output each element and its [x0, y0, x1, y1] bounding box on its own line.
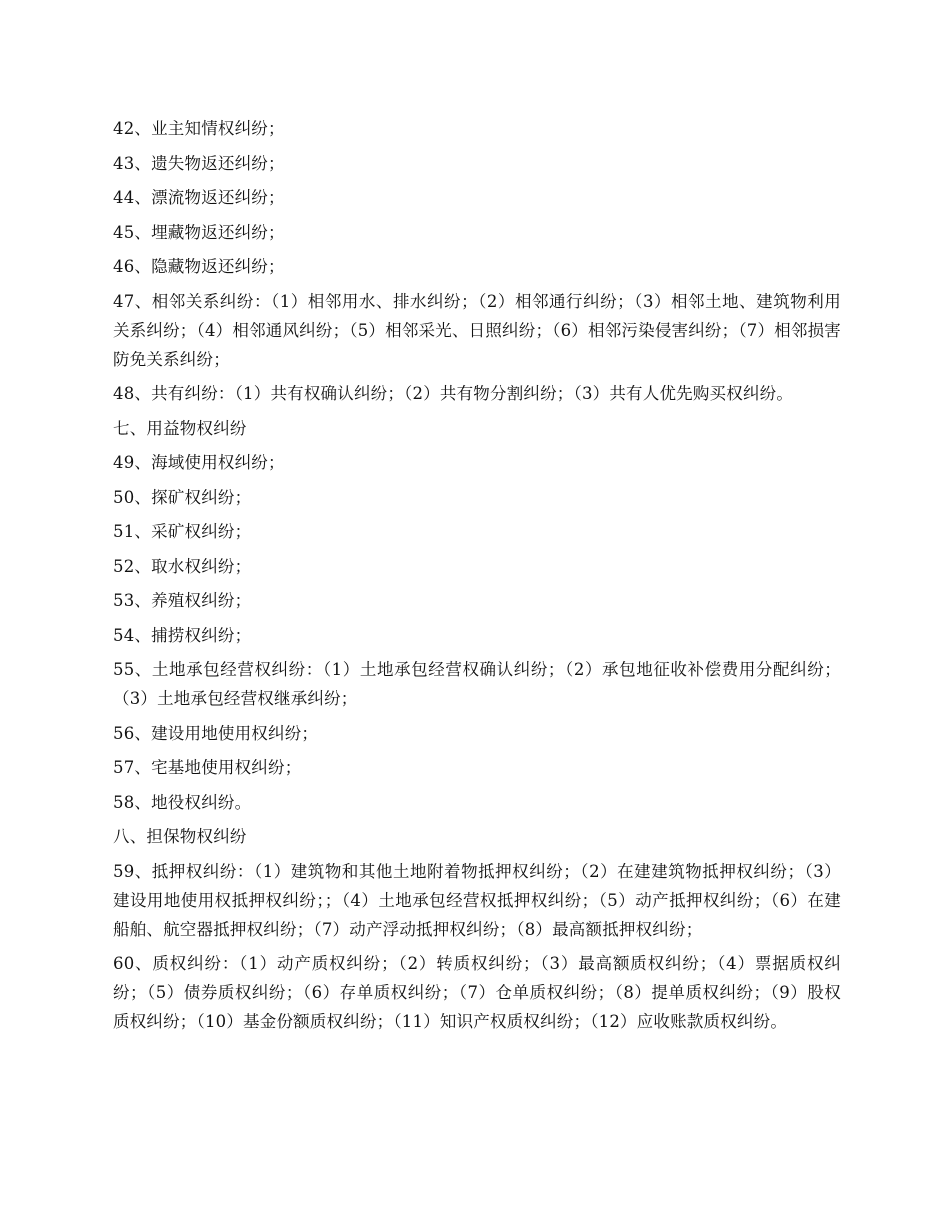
paragraph-item-48: 48、共有纠纷：（1）共有权确认纠纷；（2）共有物分割纠纷；（3）共有人优先购买权纠纷。: [113, 384, 794, 403]
section-heading-7: 七、用益物权纠纷: [113, 418, 247, 438]
paragraph-item-57: 57、宅基地使用权纠纷；: [113, 758, 302, 777]
document-body: [113, 114, 841, 1042]
paragraph-item-58: 58、地役权纠纷。: [113, 792, 252, 812]
paragraph-item-56: 56、建设用地使用权纠纷；: [113, 723, 319, 743]
paragraph-item-51: 51、采矿权纠纷；: [113, 522, 252, 541]
paragraph-item-49: 49、海域使用权纠纷；: [113, 453, 285, 472]
paragraph-item-43: 43、遗失物返还纠纷；: [113, 153, 285, 173]
paragraph-item-45: 45、埋藏物返还纠纷；: [113, 222, 285, 242]
paragraph-item-50: 50、探矿权纠纷；: [113, 487, 252, 507]
paragraph-item-44: 44、漂流物返还纠纷；: [113, 188, 285, 207]
paragraph-item-60: 60、质权纠纷：（1）动产质权纠纷；（2）转质权纠纷；（3）最高额质权纠纷；（4）票据质权纠纷；（5）债券质权纠纷；（6）存单质权纠纷；（7）仓单质权纠纷；（8）提单质权纠纷；（9）股权质权纠纷；（10）基金份额质权纠纷；（11）知识产权质权纠纷；（12）应收账款质权纠纷。: [113, 954, 841, 1031]
paragraph-item-47: 47、相邻关系纠纷：（1）相邻用水、排水纠纷；（2）相邻通行纠纷；（3）相邻土地、建筑物利用关系纠纷；（4）相邻通风纠纷；（5）相邻采光、日照纠纷；（6）相邻污染侵害纠纷；（7）相邻损害防免关系纠纷；: [113, 291, 841, 369]
paragraph-item-54: 54、捕捞权纠纷；: [113, 625, 252, 645]
paragraph-item-59: 59、抵押权纠纷：（1）建筑物和其他土地附着物抵押权纠纷；（2）在建建筑物抵押权纠纷；（3）建设用地使用权抵押权纠纷；；（4）土地承包经营权抵押权纠纷；（5）动产抵押权纠纷；（6）在建船舶、航空器抵押权纠纷；（7）动产浮动抵押权纠纷；（8）最高额抵押权纠纷；: [113, 861, 841, 939]
section-heading-8: 八、担保物权纠纷: [113, 827, 247, 846]
paragraph-item-52: 52、取水权纠纷；: [113, 556, 252, 576]
paragraph-item-42: 42、业主知情权纠纷；: [113, 119, 285, 138]
paragraph-item-46: 46、隐藏物返还纠纷；: [113, 257, 285, 276]
paragraph-item-53: 53、养殖权纠纷；: [113, 591, 252, 610]
paragraph-item-55: 55、土地承包经营权纠纷：（1）土地承包经营权确认纠纷；（2）承包地征收补偿费用分配纠纷；（3）土地承包经营权继承纠纷；: [113, 660, 841, 708]
